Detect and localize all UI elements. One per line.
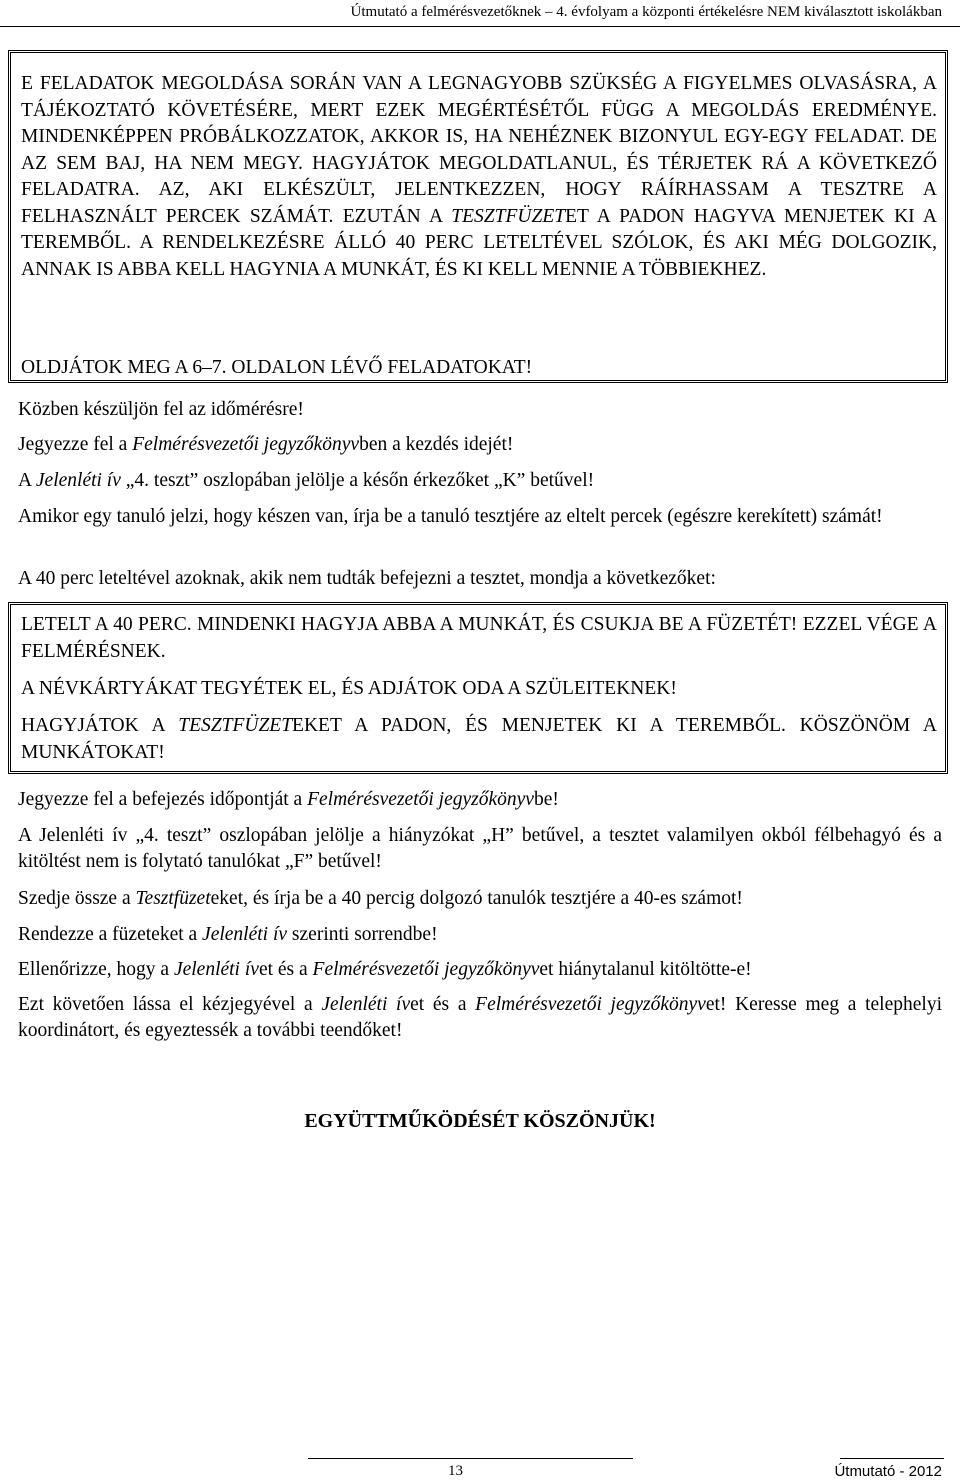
instruction-sort-booklets: Rendezze a füzeteket a Jelenléti ív szerinti sorrendbe! <box>18 924 438 945</box>
page-header <box>0 0 960 27</box>
instruction-prepare-timing: Közben készüljön fel az időmérésre! <box>18 399 304 420</box>
closing-thanks: EGYÜTTMŰKÖDÉSÉT KÖSZÖNJÜK! <box>304 1110 656 1132</box>
instruction-record-start: Jegyezze fel a Felmérésvezetői jegyzőkönyvben a kezdés idejét! <box>18 434 514 455</box>
footer-rule-right <box>840 1458 944 1459</box>
box2-paragraph-3: HAGYJÁTOK A TESZTFÜZETEKET A PADON, ÉS MENJETEK KI A TEREMBŐL. KÖSZÖNÖM A MUNKÁTOKAT! <box>21 715 937 763</box>
header-title: Útmutató a felmérésvezetőknek – 4. évfolyam a központi értékelésre NEM kiválasztott iskolákban <box>350 4 942 20</box>
instruction-after-40-minutes: A 40 perc leteltével azoknak, akik nem tudták befejezni a tesztet, mondja a következőket: <box>18 568 716 589</box>
box1-paragraph-2: OLDJÁTOK MEG A 6–7. OLDALON LÉVŐ FELADATOKAT! <box>21 357 533 378</box>
box1-paragraph-1: E FELADATOK MEGOLDÁSA SORÁN VAN A LEGNAGYOBB SZÜKSÉG A FIGYELMES OLVASÁSRA, A TÁJÉKOZTATÓ KÖVETÉSÉRE, MERT EZEK MEGÉRTÉSÉTŐL FÜGG A MEGOLDÁS EREDMÉNYE. MINDENKÉPPEN PRÓBÁLKOZZATOK, AKKOR IS, HA NEHÉZNEK BIZONYUL EGY-EGY FELADAT. DE AZ SEM BAJ, HA NEM MEGY. HAGYJÁTOK MEGOLDATLANUL, ÉS TÉRJETEK RÁ A KÖVETKEZŐ FELADATRA. AZ, AKI ELKÉSZÜLT, JELENTKEZZEN, HOGY RÁÍRHASSAM A TESZTRE A FELHASZNÁLT PERCEK SZÁMÁT. EZUTÁN A TESZTFÜZETET A PADON HAGYVA MENJETEK KI A TEREMBŐL. A RENDELKEZÉSRE ÁLLÓ 40 PERC LETELTÉVEL SZÓLOK, ÉS AKI MÉG DOLGOZIK, ANNAK IS ABBA KELL HAGYNIA A MUNKÁT, ÉS KI KELL MENNIE A TÖBBIEKHEZ. <box>21 73 937 280</box>
teacher-script-box-1 <box>8 50 948 383</box>
instruction-record-end: Jegyezze fel a befejezés időpontját a Felmérésvezetői jegyzőkönyvbe! <box>18 789 559 810</box>
instruction-sign-forms: Ezt követően lássa el kézjegyével a Jelenléti ívet és a Felmérésvezetői jegyzőkönyvet! Keresse meg a telephelyi koordinátort, és egyeztessék a további teendőket! <box>18 994 942 1041</box>
box2-paragraph-1: LETELT A 40 PERC. MINDENKI HAGYJA ABBA A MUNKÁT, ÉS CSUKJA BE A FÜZETÉT! EZZEL VÉGE A FELMÉRÉSNEK. <box>21 614 937 662</box>
box2-paragraph-2: A NÉVKÁRTYÁKAT TEGYÉTEK EL, ÉS ADJÁTOK ODA A SZÜLEITEKNEK! <box>21 678 677 699</box>
footer-rule-left <box>308 1458 633 1459</box>
instruction-mark-absent: A Jelenléti ív „4. teszt” oszlopában jelölje a hiányzókat „H” betűvel, a tesztet valamilyen okból félbehagyó és a kitöltést nem is folytató tanulókat „F” betűvel! <box>18 825 942 872</box>
instruction-check-forms: Ellenőrizze, hogy a Jelenléti ívet és a Felmérésvezetői jegyzőkönyvet hiánytalanul kitöltötte-e! <box>18 959 752 980</box>
teacher-script-box-2 <box>8 602 948 774</box>
instruction-collect-booklets: Szedje össze a Tesztfüzeteket, és írja be a 40 percig dolgozó tanulók tesztjére a 40-es számot! <box>18 888 743 909</box>
page-number: 13 <box>448 1463 463 1479</box>
footer-document-title: Útmutató - 2012 <box>834 1463 942 1480</box>
instruction-record-minutes: Amikor egy tanuló jelzi, hogy készen van, írja be a tanuló tesztjére az eltelt percek (egészre kerekített) számát! <box>18 506 883 527</box>
instruction-mark-late: A Jelenléti ív „4. teszt” oszlopában jelölje a későn érkezőket „K” betűvel! <box>18 470 595 491</box>
